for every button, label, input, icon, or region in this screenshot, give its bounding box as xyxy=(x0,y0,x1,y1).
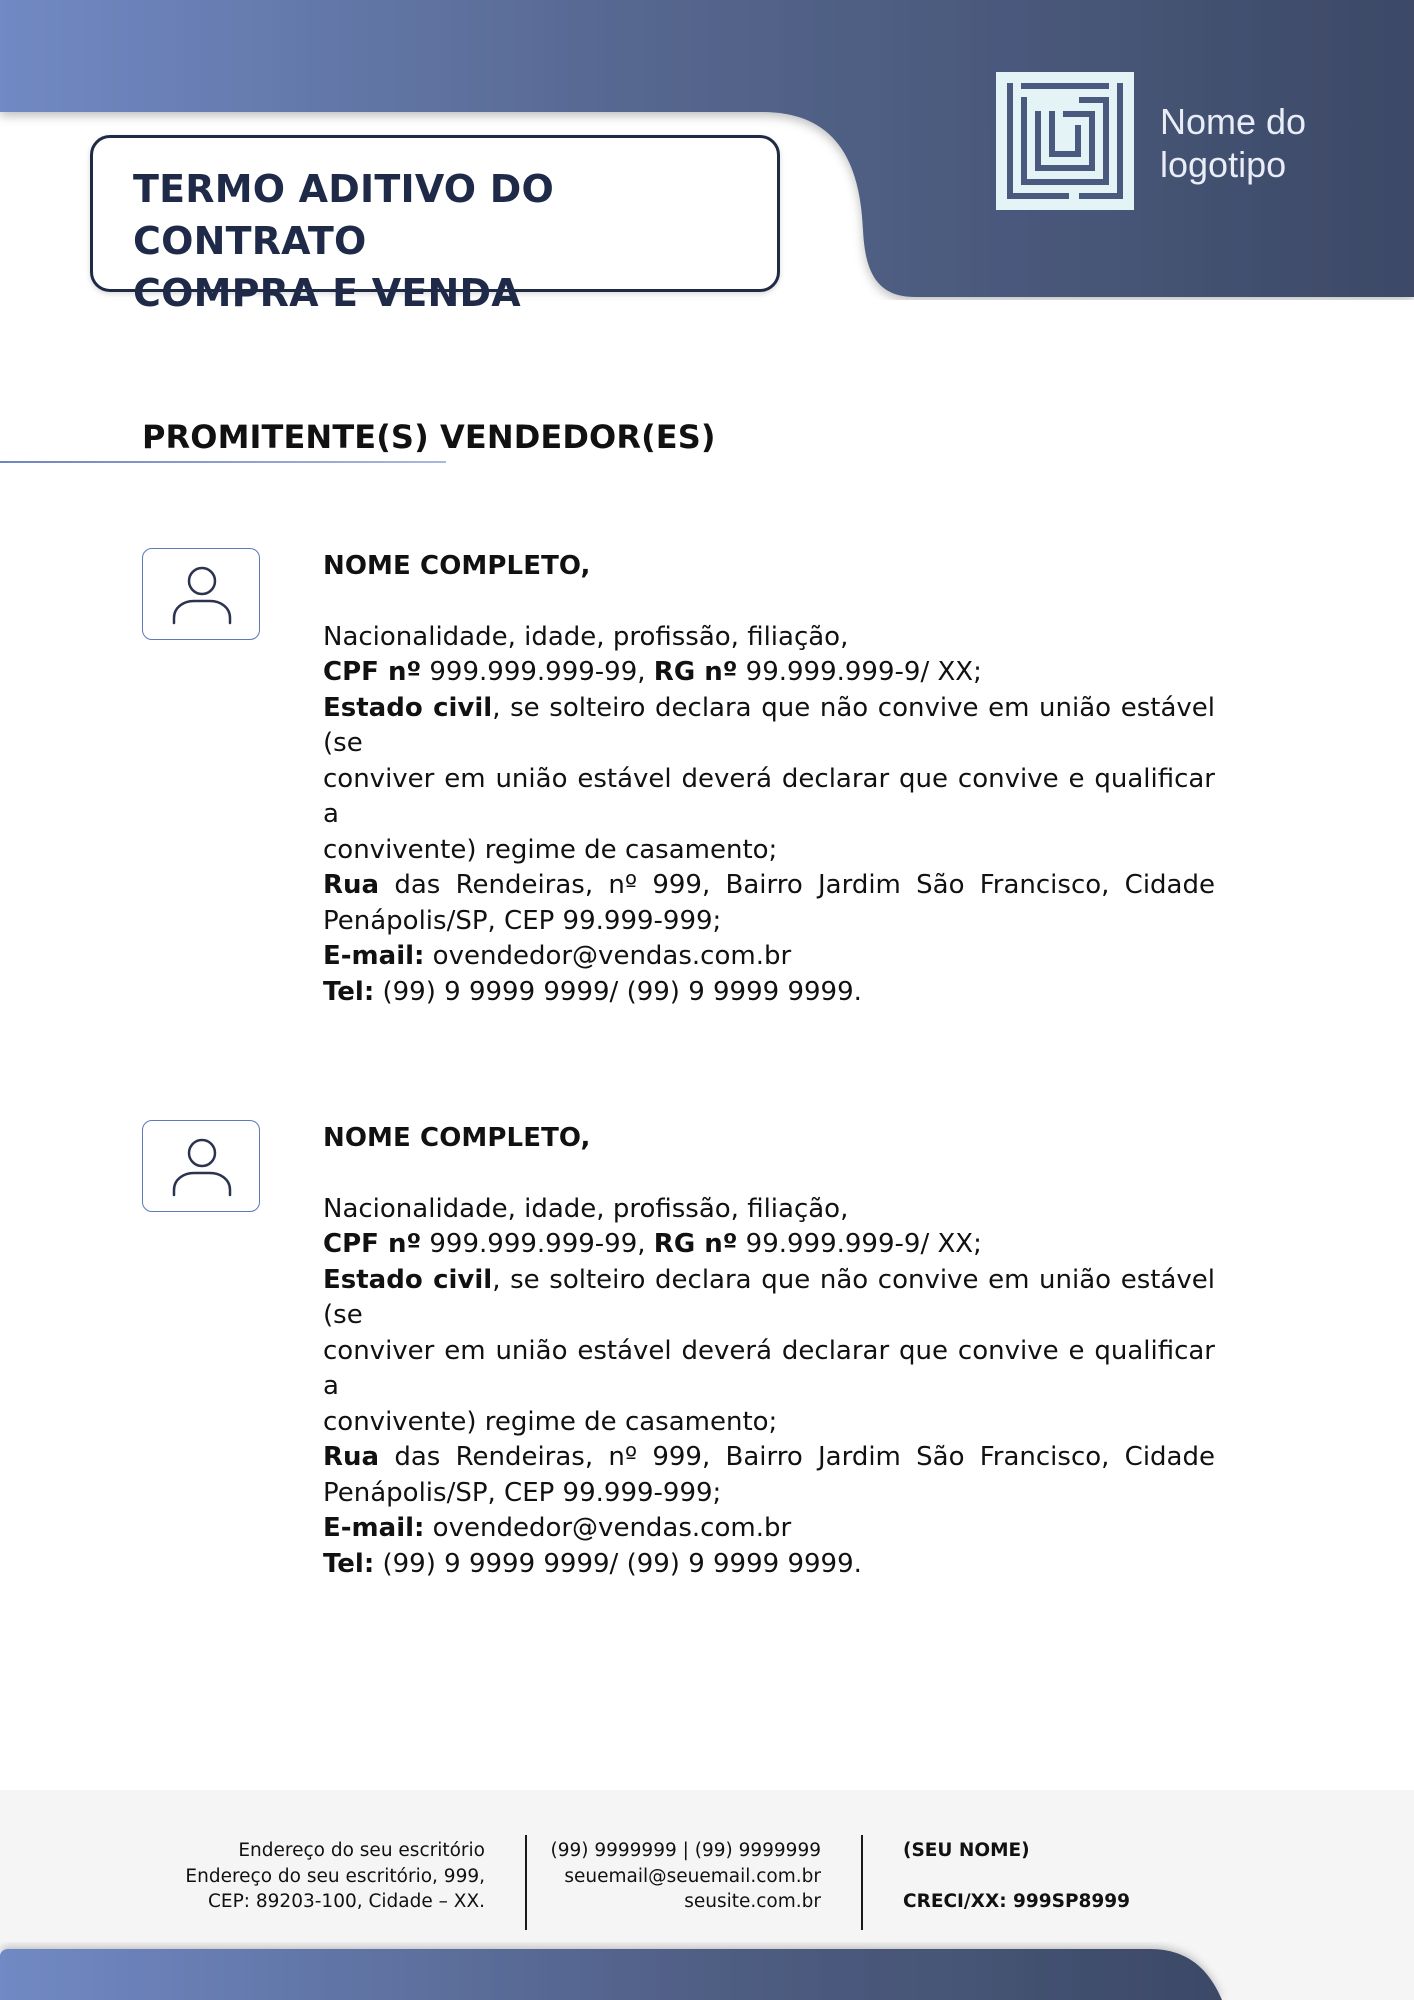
footer-phones: (99) 9999999 | (99) 9999999 xyxy=(550,1840,821,1861)
footer-contact xyxy=(540,1838,821,1915)
footer-divider xyxy=(861,1835,863,1930)
cpf-value: 999.999.999-99, xyxy=(421,657,654,687)
section-divider xyxy=(0,461,446,463)
tel-label: Tel: xyxy=(323,1548,375,1579)
person-details xyxy=(323,1120,1215,1582)
email-label: E-mail: xyxy=(323,1513,425,1543)
email-value: ovendedor@vendas.com.br xyxy=(424,1513,792,1543)
logo-text-line-2: logotipo xyxy=(1160,144,1287,185)
person-phone xyxy=(323,1547,1215,1583)
person-phone xyxy=(323,975,1215,1011)
person-name: NOME COMPLETO, xyxy=(323,551,591,581)
address-line-2: Penápolis/SP, CEP 99.999-999; xyxy=(323,905,722,936)
civil-status-label: Estado civil xyxy=(323,1264,493,1295)
civil-status-line-1 xyxy=(323,1263,1215,1334)
logo-text-line-1: Nome do xyxy=(1160,101,1307,142)
civil-status-line-2: conviver em união estável deverá declarar que convive e qualificar a xyxy=(323,1335,1215,1401)
maze-logo-icon xyxy=(996,72,1134,210)
person-details xyxy=(323,548,1215,1010)
rg-value: 99.999.999-9/ XX; xyxy=(737,1229,982,1259)
cpf-label: CPF nº xyxy=(323,1229,422,1259)
civil-status-line-3: convivente) regime de casamento; xyxy=(323,1406,778,1437)
footer-site: seusite.com.br xyxy=(684,1891,821,1912)
person-block xyxy=(0,548,1414,1007)
footer-address-line-3: CEP: 89203-100, Cidade – XX. xyxy=(208,1891,485,1912)
document-title-box xyxy=(90,135,780,315)
tel-value: (99) 9 9999 9999/ (99) 9 9999 9999. xyxy=(374,976,862,1007)
person-nationality: Nacionalidade, idade, profissão, filiação, xyxy=(323,1193,849,1224)
logo-name xyxy=(1160,100,1360,186)
street-label: Rua xyxy=(323,870,380,900)
footer-address-line-2: Endereço do seu escritório, 999, xyxy=(185,1865,485,1887)
footer-divider xyxy=(525,1835,527,1930)
email-value: ovendedor@vendas.com.br xyxy=(424,941,792,971)
civil-status-text-1: , se solteiro declara que não convive em união estável (se xyxy=(323,692,1215,758)
person-documents xyxy=(323,1227,1215,1263)
cpf-value: 999.999.999-99, xyxy=(421,1229,654,1259)
civil-status-label: Estado civil xyxy=(323,692,493,723)
rg-label: RG nº xyxy=(653,1229,738,1259)
address-line-1 xyxy=(323,868,1215,904)
rg-label: RG nº xyxy=(653,657,738,687)
section-title: PROMITENTE(S) VENDEDOR(ES) xyxy=(142,418,716,456)
rg-value: 99.999.999-9/ XX; xyxy=(737,657,982,687)
footer-email: seuemail@seuemail.com.br xyxy=(564,1865,821,1887)
user-icon xyxy=(171,563,233,625)
civil-status-line-2: conviver em união estável deverá declarar que convive e qualificar a xyxy=(323,763,1215,829)
avatar xyxy=(142,548,260,640)
person-email xyxy=(323,939,1215,975)
person-block xyxy=(0,1120,1414,1579)
document-title-line-2: COMPRA E VENDA xyxy=(133,271,521,315)
civil-status-text-1: , se solteiro declara que não convive em união estável (se xyxy=(323,1264,1215,1330)
person-email xyxy=(323,1511,1215,1547)
address-line-1 xyxy=(323,1440,1215,1476)
street-text-1: das Rendeiras, nº 999, Bairro Jardim São Francisco, Cidade xyxy=(379,870,1215,900)
footer-address-line-1: Endereço do seu escritório xyxy=(238,1840,485,1861)
footer-agent xyxy=(903,1838,1203,1915)
email-label: E-mail: xyxy=(323,941,425,971)
person-name: NOME COMPLETO, xyxy=(323,1123,591,1153)
person-documents xyxy=(323,655,1215,691)
tel-label: Tel: xyxy=(323,976,375,1007)
footer-banner xyxy=(0,1942,1414,2000)
tel-value: (99) 9 9999 9999/ (99) 9 9999 9999. xyxy=(374,1548,862,1579)
avatar xyxy=(142,1120,260,1212)
document-title-line-1: TERMO ADITIVO DO CONTRATO xyxy=(133,167,554,263)
address-line-2: Penápolis/SP, CEP 99.999-999; xyxy=(323,1477,722,1508)
civil-status-line-3: convivente) regime de casamento; xyxy=(323,834,778,865)
street-label: Rua xyxy=(323,1442,380,1472)
street-text-1: das Rendeiras, nº 999, Bairro Jardim São Francisco, Cidade xyxy=(379,1442,1215,1472)
footer-address xyxy=(150,1838,485,1915)
cpf-label: CPF nº xyxy=(323,657,422,687)
civil-status-line-1 xyxy=(323,691,1215,762)
footer-agent-name: (SEU NOME) xyxy=(903,1840,1030,1861)
person-nationality: Nacionalidade, idade, profissão, filiação, xyxy=(323,621,849,652)
user-icon xyxy=(171,1135,233,1197)
footer-creci: CRECI/XX: 999SP8999 xyxy=(903,1891,1131,1912)
